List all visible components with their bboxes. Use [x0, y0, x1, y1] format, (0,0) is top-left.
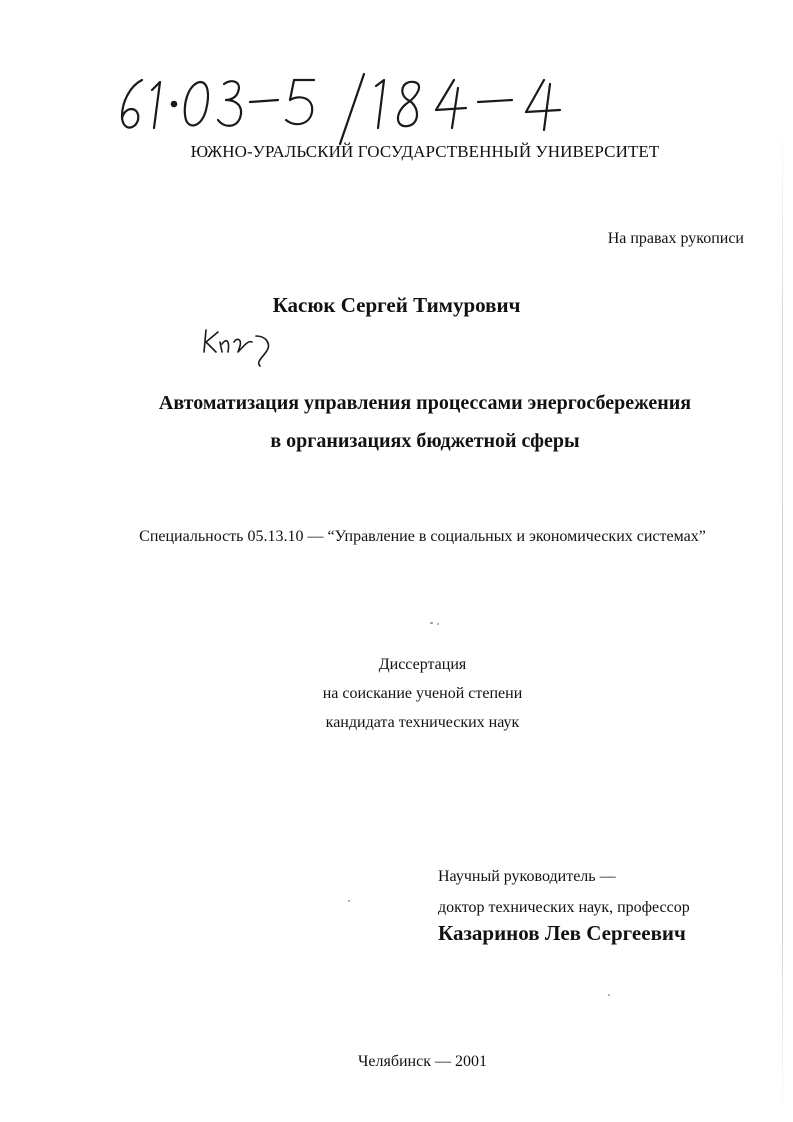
dissertation-title-line2: в организациях бюджетной сферы: [270, 430, 580, 452]
scan-edge-line: [782, 120, 783, 1120]
scan-speck: [430, 622, 433, 624]
specialty-line: Специальность 05.13.10 — “Управление в социальных и экономических системах”: [139, 528, 706, 545]
thesis-purpose: на соискание ученой степени: [322, 685, 523, 702]
signature-drawing: [200, 322, 280, 368]
thesis-info: [0, 650, 793, 737]
supervisor-degree: доктор технических наук, профессор: [438, 899, 690, 916]
author-signature: [200, 322, 280, 368]
scan-speck: [608, 994, 610, 996]
author-name: Касюк Сергей Тимурович: [272, 293, 521, 317]
thesis-degree: кандидата технических наук: [325, 714, 520, 731]
archive-number-drawing: [108, 62, 588, 152]
scan-speck: [437, 623, 439, 625]
dissertation-title-line1: Автоматизация управления процессами энергосбережения: [158, 392, 692, 414]
thesis-type: Диссертация: [378, 656, 467, 673]
supervisor-name: Казаринов Лев Сергеевич: [438, 921, 686, 945]
city-year: Челябинск — 2001: [358, 1053, 487, 1070]
supervisor-role: Научный руководитель —: [438, 868, 616, 885]
scan-speck: [348, 900, 350, 902]
university-name: ЮЖНО-УРАЛЬСКИЙ ГОСУДАРСТВЕННЫЙ УНИВЕРСИТЕТ: [190, 142, 660, 161]
rights-note: На правах рукописи: [607, 230, 744, 247]
supervisor-block: [438, 861, 690, 923]
archive-number-handwritten: [108, 62, 588, 152]
